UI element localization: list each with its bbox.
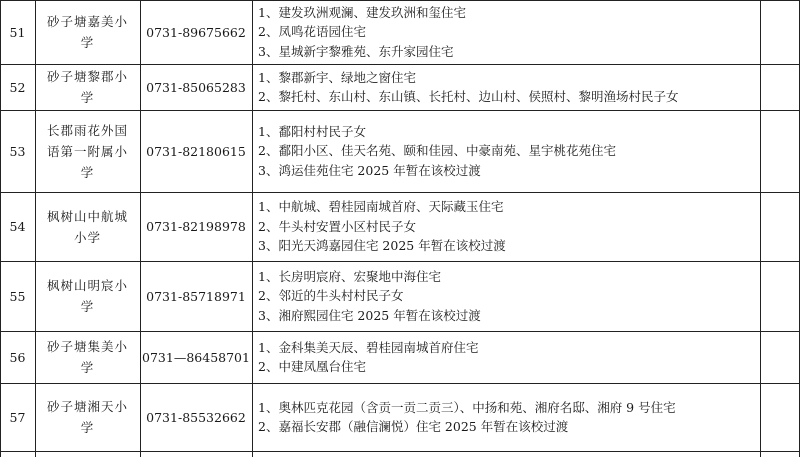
phone-number: 0731-82198978 — [146, 219, 246, 234]
school-name: 砂子塘黎郡小学 — [46, 69, 128, 105]
enrollment-areas — [252, 383, 760, 451]
enrollment-areas — [252, 331, 760, 383]
row-number: 52 — [9, 79, 26, 95]
school-name: 枫树山中航城小学 — [46, 208, 128, 245]
enrollment-areas — [252, 110, 760, 192]
column-divider — [760, 0, 761, 457]
school-name: 砂子塘嘉美小学 — [46, 14, 128, 50]
row-number: 51 — [9, 24, 26, 40]
area-item: 3、阳光天鸿嘉园住宅 2025 年暂在该校过渡 — [258, 238, 506, 254]
school-name: 长郡雨花外国语第一附属小学 — [46, 122, 128, 180]
area-item: 2、嘉福长安郡（融信澜悦）住宅 2025 年暂在该校过渡 — [258, 419, 569, 434]
school-name: 砂子塘湘天小学 — [46, 399, 128, 435]
row-number: 53 — [9, 143, 26, 159]
area-item: 1、黎郡新宇、绿地之窗住宅 — [258, 69, 416, 85]
phone-number: 0731-89675662 — [146, 24, 246, 40]
area-item: 1、鄱阳村村民子女 — [258, 123, 366, 139]
area-item: 2、鄱阳小区、佳天名苑、颐和佳园、中豪南苑、星宇桃花苑住宅 — [258, 143, 616, 159]
phone-number: 0731-85532662 — [146, 409, 246, 425]
row-divider — [0, 451, 800, 452]
area-item: 2、中建凤凰台住宅 — [258, 359, 366, 374]
area-item: 3、湘府熙园住宅 2025 年暂在该校过渡 — [258, 307, 481, 323]
area-item: 1、奥林匹克花园（含贡一贡二贡三）、中扬和苑、湘府名邸、湘府 9 号住宅 — [258, 399, 676, 415]
phone-number: 0731-85718971 — [146, 288, 246, 304]
enrollment-areas — [252, 192, 760, 261]
phone-number: 0731-85065283 — [146, 79, 246, 95]
school-name: 枫树山明宸小学 — [46, 278, 128, 314]
row-number: 54 — [9, 219, 26, 234]
area-item: 1、金科集美天辰、碧桂园南城首府住宅 — [258, 339, 479, 355]
enrollment-areas — [252, 261, 760, 331]
area-item: 3、鸿运佳苑住宅 2025 年暂在该校过渡 — [258, 162, 481, 178]
row-number: 55 — [9, 288, 26, 304]
school-name: 砂子塘集美小学 — [46, 339, 128, 375]
area-item: 1、长房明宸府、宏聚地中海住宅 — [258, 268, 441, 284]
enrollment-areas — [252, 64, 760, 110]
area-item: 3、星城新宇黎雅苑、东升家园住宅 — [258, 43, 454, 59]
area-item: 2、黎托村、东山村、东山镇、长托村、边山村、侯照村、黎明渔场村民子女 — [258, 89, 679, 104]
area-item: 1、中航城、碧桂园南城首府、天际藏玉住宅 — [258, 199, 504, 215]
area-item: 2、牛头村安置小区村民子女 — [258, 218, 416, 234]
area-item: 2、凤鸣花语园住宅 — [258, 24, 366, 40]
row-number: 57 — [9, 409, 26, 425]
row-number: 56 — [9, 349, 26, 365]
phone-number: 0731-82180615 — [146, 143, 246, 159]
phone-number: 0731—86458701 — [142, 349, 250, 365]
enrollment-areas — [252, 0, 760, 64]
area-item: 2、邻近的牛头村村民子女 — [258, 288, 404, 304]
area-item: 1、建发玖洲观澜、建发玖洲和玺住宅 — [258, 4, 466, 20]
